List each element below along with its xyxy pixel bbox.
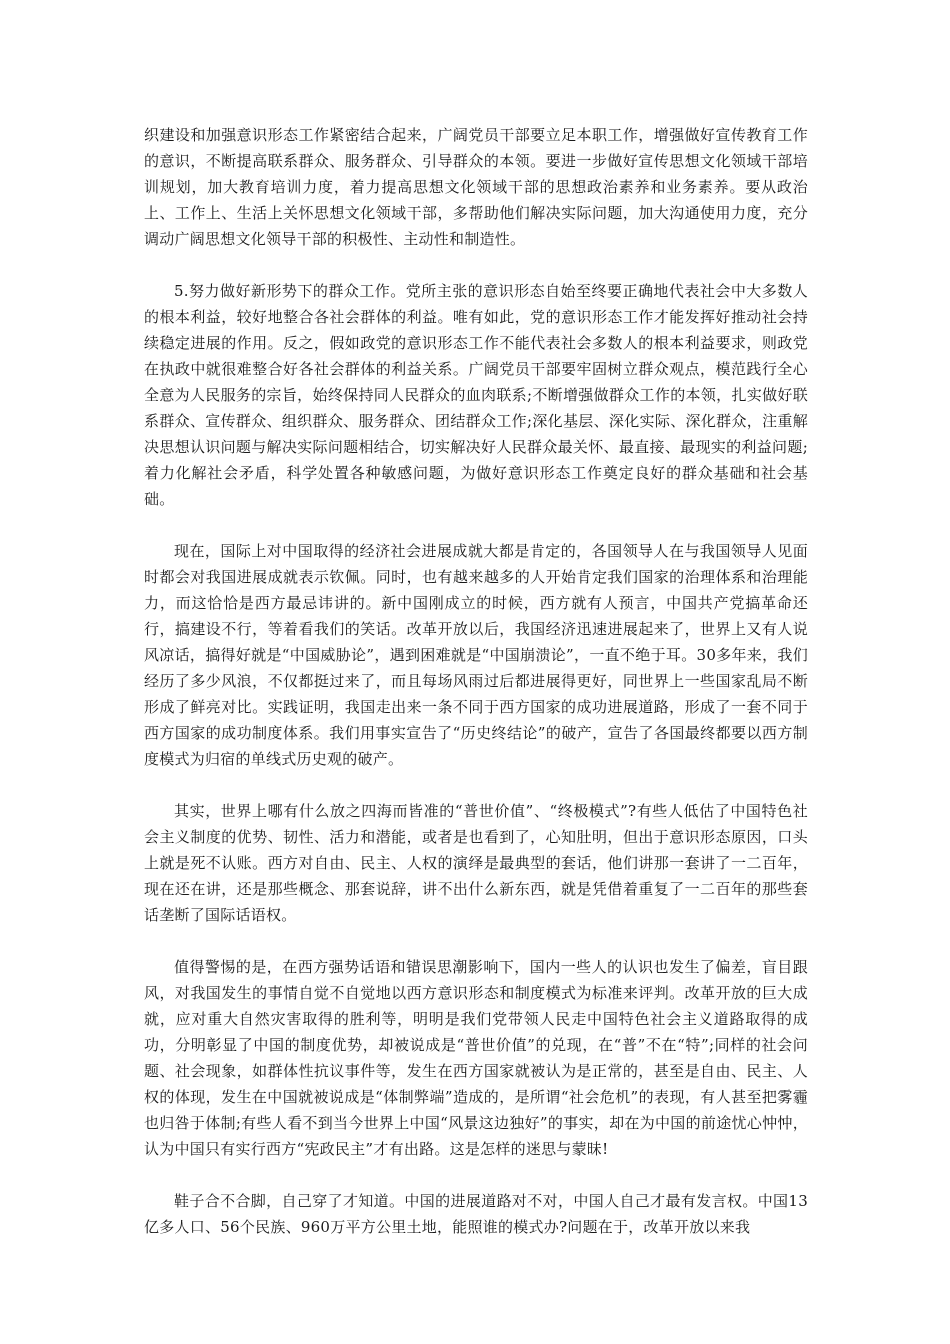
paragraph-universal-values: 其实，世界上哪有什么放之四海而皆准的“普世价值”、“终极模式”?有些人低估了中国特色社会主义制度的优势、韧性、活力和潜能，或者是也看到了，心知肚明，但出于意识形态原因，口头上就是死不认账。西方对自由、民主、人权的演绎是最典型的套话，他们讲那一套讲了一二百年，现在还在讲，还是那些概念、那套说辞，讲不出什么新东西，就是凭借着重复了一二百年的那些套话垄断了国际话语权。 [144, 802, 808, 924]
paragraph-shoes-fit: 鞋子合不合脚，自己穿了才知道。中国的进展道路对不对，中国人自己才最有发言权。中国13亿多人口、56个民族、960万平方公里土地，能照谁的模式办?问题在于，改革开放以来我 [144, 1192, 808, 1236]
paragraph-mass-work: 5.努力做好新形势下的群众工作。党所主张的意识形态自始至终要正确地代表社会中大多数人的根本利益，较好地整合各社会群体的利益。唯有如此，党的意识形态工作才能发挥好推动社会持续稳定进展的作用。反之，假如政党的意识形态工作不能代表社会多数人的根本利益要求，则政党在执政中就很难整合好各社会群体的利益关系。广阔党员干部要牢固树立群众观点，模范践行全心全意为人民服务的宗旨，始终保持同人民群众的血肉联系;不断增强做群众工作的本领，扎实做好联系群众、宣传群众、组织群众、服务群众、团结群众工作;深化基层、深化实际、深化群众，注重解决思想认识问题与解决实际问题相结合，切实解决好人民群众最关怀、最直接、最现实的利益问题;着力化解社会矛盾，科学处置各种敏感问题，为做好意识形态工作奠定良好的群众基础和社会基础。 [144, 282, 808, 508]
paragraph-international-recognition: 现在，国际上对中国取得的经济社会进展成就大都是肯定的，各国领导人在与我国领导人见面时都会对我国进展成就表示钦佩。同时，也有越来越多的人开始肯定我们国家的治理体系和治理能力，而这恰恰是西方最忌讳讲的。新中国刚成立的时候，西方就有人预言，中国共产党搞革命还行，搞建设不行，等着看我们的笑话。改革开放以后，我国经济迅速进展起来了，世界上又有人说风凉话，搞得好就是“中国威胁论”，遇到困难就是“中国崩溃论”，一直不绝于耳。30多年来，我们经历了多少风浪，不仅都挺过来了，而且每场风雨过后都进展得更好，同世界上一些国家乱局不断形成了鲜亮对比。实践证明，我国走出来一条不同于西方国家的成功进展道路，形成了一套不同于西方国家的成功制度体系。我们用事实宣告了“历史终结论”的破产，宣告了各国最终都要以西方制度模式为归宿的单线式历史观的破产。 [144, 542, 808, 768]
document-body [144, 122, 808, 1240]
paragraph-vigilance: 值得警惕的是，在西方强势话语和错误思潮影响下，国内一些人的认识也发生了偏差，盲目跟风，对我国发生的事情自觉不自觉地以西方意识形态和制度模式为标准来评判。改革开放的巨大成就，应对重大自然灾害取得的胜利等，明明是我们党带领人民走中国特色社会主义道路取得的成功，分明彰显了中国的制度优势，却被说成是“普世价值”的兑现，在“普”不在“特”;同样的社会问题、社会现象，如群体性抗议事件等，发生在西方国家就被认为是正常的，甚至是自由、民主、人权的体现，发生在中国就被说成是“体制弊端”造成的，是所谓“社会危机”的表现，有人甚至把雾霾也归咎于体制;有些人看不到当今世界上中国“风景这边独好”的事实，却在为中国的前途忧心忡忡，认为中国只有实行西方“宪政民主”才有出路。这是怎样的迷思与蒙昧! [144, 958, 808, 1158]
paragraph-cadre-training: 织建设和加强意识形态工作紧密结合起来，广阔党员干部要立足本职工作，增强做好宣传教育工作的意识，不断提高联系群众、服务群众、引导群众的本领。要进一步做好宣传思想文化领域干部培训规划，加大教育培训力度，着力提高思想文化领域干部的思想政治素养和业务素养。要从政治上、工作上、生活上关怀思想文化领域干部，多帮助他们解决实际问题，加大沟通使用力度，充分调动广阔思想文化领导干部的积极性、主动性和制造性。 [144, 126, 808, 248]
